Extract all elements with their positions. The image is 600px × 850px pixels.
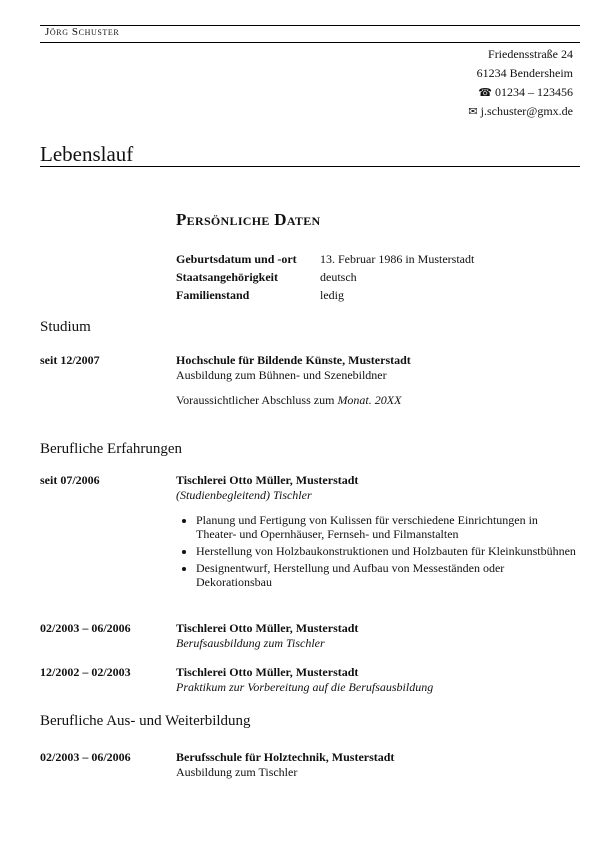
entry-body bbox=[176, 353, 580, 408]
bullet-item: • Designentwurf, Herstellung und Aufbau von Messeständen oder Dekorationsbau bbox=[196, 561, 580, 589]
bullet-item: • Planung und Fertigung von Kulissen für verschiedene Einrichtungen in Theater- und Opernhäuser, Fernseh- und Filmanstalten bbox=[196, 513, 580, 541]
title-rule bbox=[40, 166, 580, 167]
email-line bbox=[468, 102, 573, 121]
entry-note bbox=[176, 393, 580, 408]
personal-data-row bbox=[176, 268, 474, 286]
entry-role: Berufsausbildung zum Tischler bbox=[176, 636, 325, 650]
personal-data-row bbox=[176, 286, 474, 304]
experience-heading: Berufliche Erfahrungen bbox=[40, 441, 183, 457]
envelope-icon: ✉ bbox=[468, 105, 478, 118]
entry-bullet-list bbox=[176, 513, 580, 589]
personal-data-value: 13. Februar 1986 in Musterstadt bbox=[320, 252, 475, 266]
personal-data-label: Staatsangehörigkeit bbox=[176, 270, 278, 284]
phone-icon: ☎ bbox=[478, 86, 492, 99]
personal-data-table bbox=[176, 250, 474, 304]
entry-organization: Berufsschule für Holztechnik, Musterstadt bbox=[176, 750, 395, 764]
personal-data-value: ledig bbox=[320, 288, 344, 302]
header-name: Jörg Schuster bbox=[45, 26, 120, 38]
entry-date: seit 07/2006 bbox=[40, 473, 100, 487]
bullet-item: • Herstellung von Holzbaukonstruktionen und Holzbauten für Kleinkunstbühnen bbox=[196, 544, 580, 558]
entry-note-date: Monat. 20XX bbox=[337, 393, 402, 407]
email-address[interactable]: j.schuster@gmx.de bbox=[480, 104, 573, 118]
entry-date: 02/2003 – 06/2006 bbox=[40, 750, 131, 764]
address-city: 61234 Bendersheim bbox=[476, 66, 573, 80]
entry-body bbox=[176, 750, 580, 780]
personal-data-value: deutsch bbox=[320, 270, 357, 284]
phone-line bbox=[468, 83, 573, 102]
address-street: Friedensstraße 24 bbox=[488, 47, 573, 61]
entry-organization: Tischlerei Otto Müller, Musterstadt bbox=[176, 621, 359, 635]
entry-organization: Tischlerei Otto Müller, Musterstadt bbox=[176, 665, 359, 679]
entry-date: seit 12/2007 bbox=[40, 353, 100, 367]
personal-data-label: Familienstand bbox=[176, 288, 250, 302]
entry-date: 02/2003 – 06/2006 bbox=[40, 621, 131, 635]
header-bottom-rule bbox=[40, 42, 580, 43]
training-heading: Berufliche Aus- und Weiterbildung bbox=[40, 713, 251, 729]
entry-organization: Hochschule für Bildende Künste, Musterstadt bbox=[176, 353, 411, 367]
header-top-rule bbox=[40, 25, 580, 26]
entry-role: Ausbildung zum Tischler bbox=[176, 765, 298, 779]
studium-heading: Studium bbox=[40, 319, 91, 335]
entry-date: 12/2002 – 02/2003 bbox=[40, 665, 131, 679]
page-title: Lebenslauf bbox=[40, 142, 134, 166]
personal-data-heading: Persönliche Daten bbox=[176, 210, 321, 229]
phone-number: 01234 – 123456 bbox=[495, 85, 573, 99]
entry-body bbox=[176, 665, 580, 695]
entry-note-text: Voraussichtlicher Abschluss zum bbox=[176, 393, 338, 407]
entry-organization: Tischlerei Otto Müller, Musterstadt bbox=[176, 473, 359, 487]
entry-role: Praktikum zur Vorbereitung auf die Berufsausbildung bbox=[176, 680, 434, 694]
personal-data-label: Geburtsdatum und -ort bbox=[176, 252, 297, 266]
entry-role: (Studienbegleitend) Tischler bbox=[176, 488, 312, 502]
entry-body bbox=[176, 473, 580, 592]
contact-block bbox=[468, 45, 573, 121]
entry-role: Ausbildung zum Bühnen- und Szenebildner bbox=[176, 368, 387, 382]
personal-data-row bbox=[176, 250, 474, 268]
entry-body bbox=[176, 621, 580, 651]
